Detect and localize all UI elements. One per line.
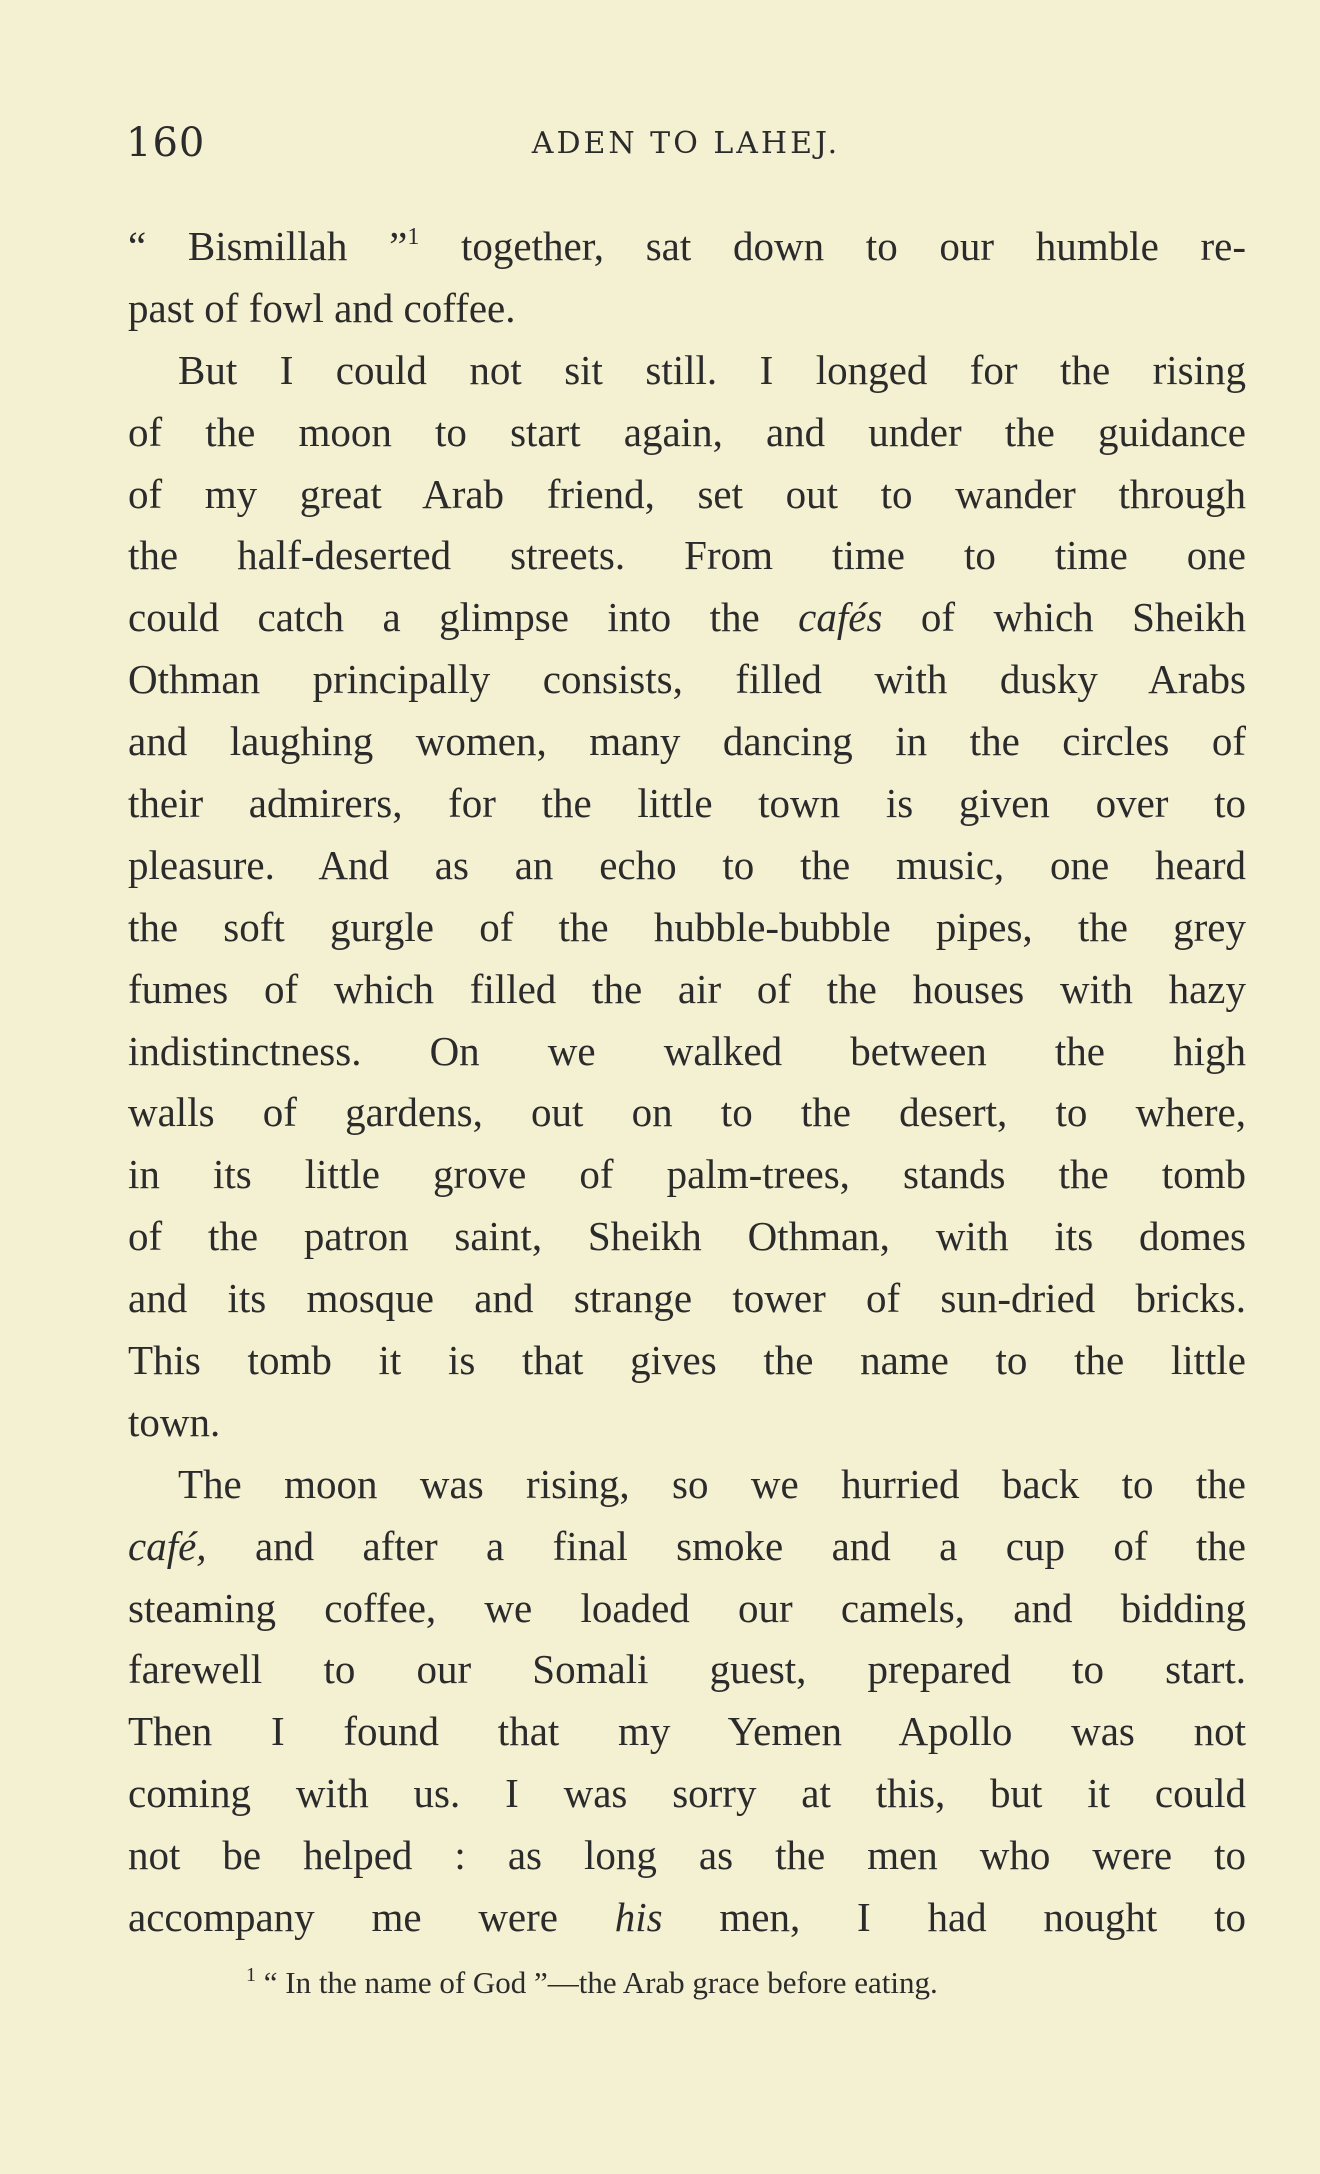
text-line: [128, 1082, 1246, 1144]
text-segment: men, I had nought to: [662, 1894, 1246, 1941]
footnote: [246, 1963, 1146, 2003]
text-segment: the half-deserted streets. From time to time one: [128, 532, 1246, 579]
text-line: [128, 1516, 1246, 1578]
text-line: [128, 587, 1246, 649]
text-segment: not be helped : as long as the men who were to: [128, 1832, 1246, 1879]
text-segment: Othman principally consists, filled with dusky Arabs: [128, 656, 1246, 703]
text-line: [128, 711, 1246, 773]
footnote-marker: 1: [246, 1964, 256, 1986]
text-segment: indistinctness. On we walked between the high: [128, 1027, 1246, 1074]
text-segment: fumes of which filled the air of the houses with hazy: [128, 965, 1246, 1012]
text-line: [128, 1454, 1246, 1516]
text-segment: “ Bismillah ”: [128, 223, 408, 269]
text-line: [128, 1392, 1246, 1454]
text-line: [128, 959, 1246, 1021]
footnote-text: “ In the name of God ”—the Arab grace before eating.: [263, 1965, 938, 2000]
italic-text: his: [614, 1894, 663, 1941]
text-line: [128, 1639, 1246, 1701]
text-line: [128, 1144, 1246, 1206]
body-text: [128, 216, 1246, 1949]
running-title: ADEN TO LAHEJ.: [531, 126, 841, 161]
italic-text: café,: [128, 1522, 207, 1569]
text-segment: coming with us. I was sorry at this, but it could: [128, 1770, 1246, 1817]
text-segment: steaming coffee, we loaded our camels, and bidding: [128, 1584, 1246, 1631]
text-line: [128, 835, 1246, 897]
text-segment: walls of gardens, out on to the desert, to where,: [128, 1089, 1246, 1136]
text-segment: of the patron saint, Sheikh Othman, with its domes: [128, 1213, 1246, 1260]
text-segment: But I could not sit still. I longed for the rising: [178, 346, 1246, 393]
text-segment: This tomb it is that gives the name to the little: [128, 1337, 1246, 1384]
text-segment: and after a final smoke and a cup of the: [206, 1522, 1246, 1569]
text-line: [128, 525, 1246, 587]
page-number: 160: [126, 120, 206, 166]
running-head: [126, 120, 1246, 180]
text-line: [128, 1825, 1246, 1887]
footnote-reference: 1: [407, 224, 420, 250]
text-segment: and laughing women, many dancing in the circles of: [128, 718, 1246, 765]
text-segment: town.: [128, 1398, 221, 1445]
text-segment: pleasure. And as an echo to the music, one heard: [128, 841, 1246, 888]
text-segment: the soft gurgle of the hubble-bubble pipes, the grey: [128, 903, 1246, 950]
text-segment: of which Sheikh: [882, 594, 1246, 641]
text-line: [128, 1330, 1246, 1392]
text-segment: and its mosque and strange tower of sun-dried bricks.: [128, 1275, 1246, 1322]
text-line: [128, 464, 1246, 526]
text-line: [128, 1268, 1246, 1330]
text-line: [128, 1763, 1246, 1825]
text-segment: their admirers, for the little town is given over to: [128, 780, 1246, 827]
text-line: [128, 278, 1246, 340]
text-segment: of my great Arab friend, set out to wander through: [128, 470, 1246, 517]
text-segment: in its little grove of palm-trees, stands the tomb: [128, 1151, 1246, 1198]
text-line: [128, 1578, 1246, 1640]
text-line: [128, 773, 1246, 835]
text-line: [128, 1701, 1246, 1763]
text-line: [128, 897, 1246, 959]
text-segment: accompany me were: [128, 1894, 615, 1941]
text-segment: together, sat down to our humble re-: [419, 223, 1246, 269]
text-segment: past of fowl and coffee.: [128, 284, 516, 331]
text-segment: Then I found that my Yemen Apollo was not: [128, 1708, 1246, 1755]
italic-text: cafés: [798, 594, 883, 641]
text-segment: farewell to our Somali guest, prepared to start.: [128, 1646, 1246, 1693]
text-line: [128, 402, 1246, 464]
text-segment: The moon was rising, so we hurried back to the: [178, 1460, 1246, 1507]
text-segment: of the moon to start again, and under the guidance: [128, 408, 1246, 455]
text-line: [128, 216, 1246, 278]
text-line: [128, 340, 1246, 402]
text-segment: could catch a glimpse into the: [128, 594, 799, 641]
text-line: [128, 649, 1246, 711]
text-line: [128, 1021, 1246, 1083]
text-line: [128, 1206, 1246, 1268]
text-line: [128, 1887, 1246, 1949]
